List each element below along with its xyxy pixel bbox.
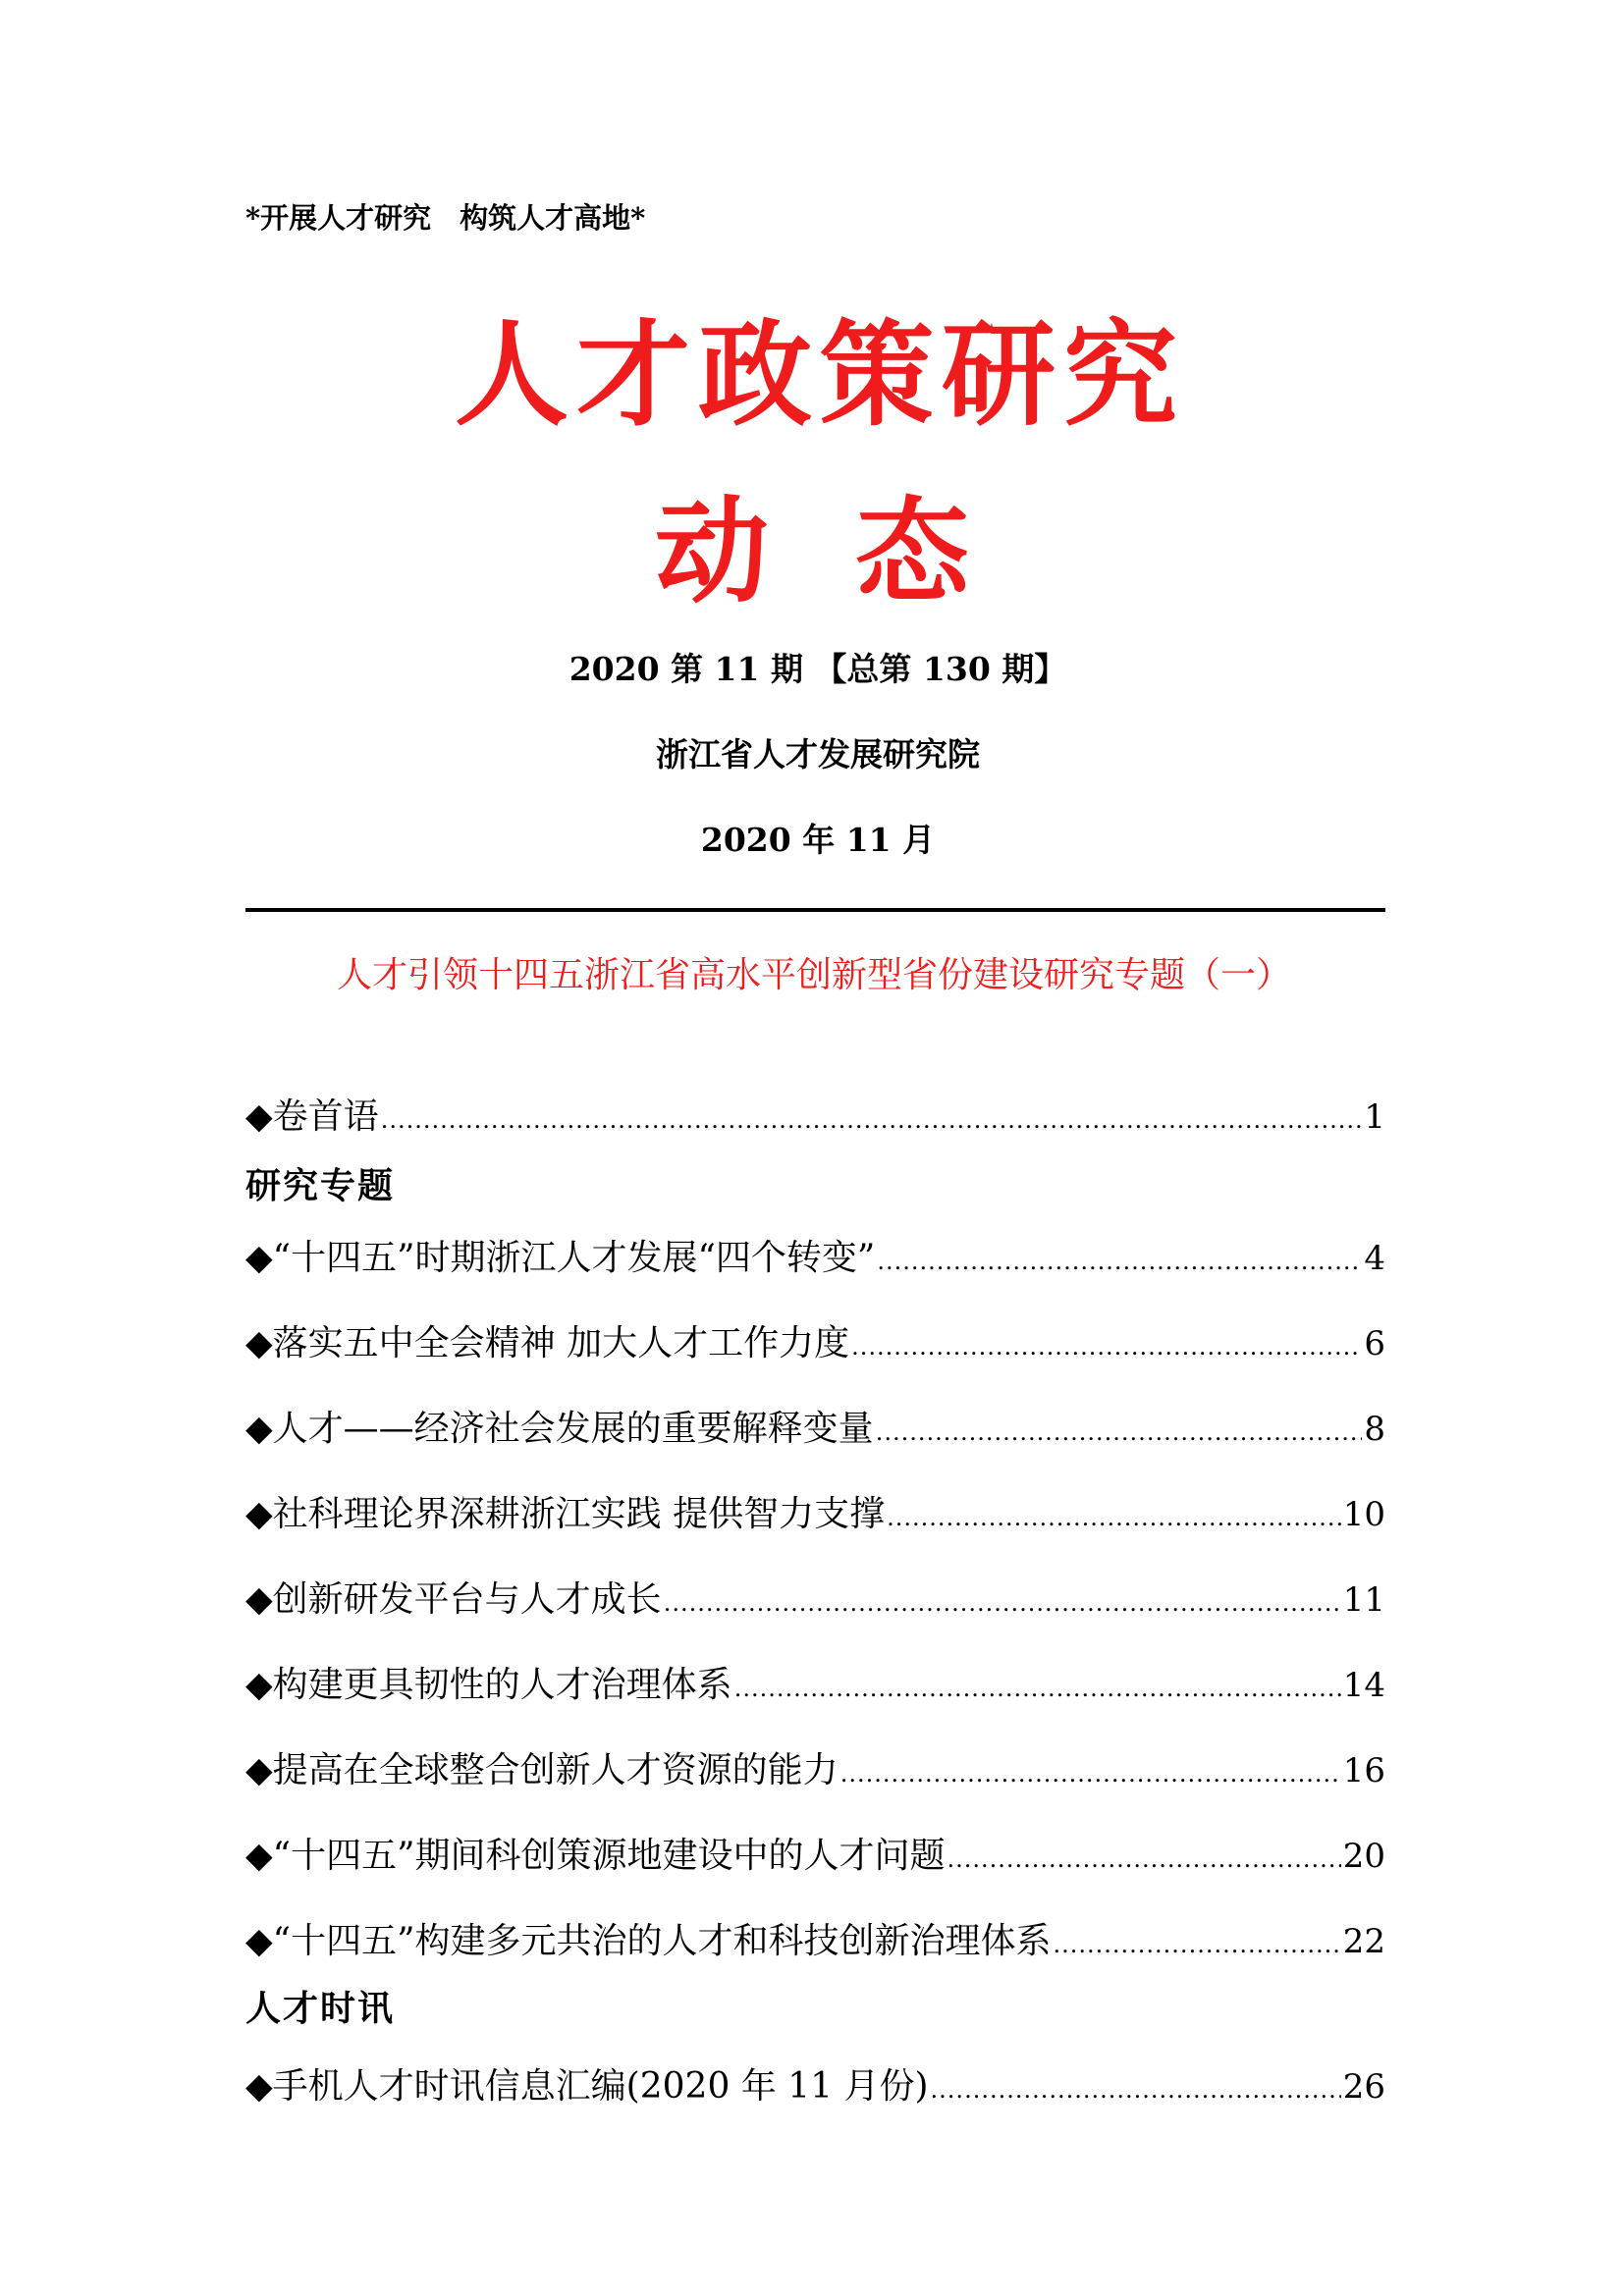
- toc-leader: [877, 1238, 1362, 1285]
- toc-leader: [734, 1665, 1341, 1712]
- toc-leader: [1054, 1921, 1341, 1968]
- toc-item[interactable]: [245, 1320, 1385, 1367]
- toc-item-page: 22: [1342, 1922, 1385, 1961]
- institute-name: 浙江省人才发展研究院: [656, 735, 980, 774]
- toc-item[interactable]: [245, 1918, 1385, 1965]
- toc-item-page: 11: [1342, 1580, 1385, 1620]
- toc-item-title: ◆“十四五”时期浙江人才发展“四个转变”: [245, 1238, 876, 1278]
- toc-item-page: 14: [1342, 1666, 1385, 1705]
- section-heading-research: 研究专题: [245, 1165, 396, 1206]
- toc-item[interactable]: [245, 1662, 1385, 1709]
- toc-item-page: 4: [1364, 1239, 1385, 1278]
- toc-item-title: ◆构建更具韧性的人才治理体系: [245, 1665, 732, 1705]
- toc-item[interactable]: [245, 1235, 1385, 1282]
- toc-item-page: 26: [1342, 2067, 1385, 2107]
- toc-item-page: 20: [1342, 1837, 1385, 1876]
- toc-item-page: 6: [1364, 1324, 1385, 1363]
- toc-item-preface[interactable]: [245, 1094, 1385, 1141]
- toc-leader: [840, 1750, 1341, 1797]
- toc-item-page: 10: [1342, 1495, 1385, 1534]
- toc-item-title: ◆卷首语: [245, 1096, 379, 1137]
- toc-item-title: ◆提高在全球整合创新人才资源的能力: [245, 1750, 839, 1790]
- toc-leader: [851, 1323, 1362, 1370]
- toc-leader: [664, 1579, 1341, 1627]
- toc-leader: [876, 1409, 1363, 1456]
- page-title-line-1: 人才政策研究: [455, 308, 1185, 442]
- toc-item-title: ◆社科理论界深耕浙江实践 提供智力支撑: [245, 1494, 886, 1534]
- toc-item-page: 16: [1342, 1751, 1385, 1790]
- toc-leader: [887, 1494, 1341, 1541]
- toc-item[interactable]: [245, 2063, 1385, 2110]
- issue-number: 2020 第 11 期 【总第 130 期】: [568, 650, 1067, 688]
- toc-item-title: ◆手机人才时讯信息汇编(2020 年 11 月份): [245, 2066, 929, 2107]
- publish-date: 2020 年 11 月: [700, 821, 936, 859]
- toc-item-title: ◆“十四五”期间科创策源地建设中的人才问题: [245, 1836, 946, 1876]
- toc-item[interactable]: [245, 1406, 1385, 1453]
- toc-item[interactable]: [245, 1576, 1385, 1624]
- page-title-line-2: 动态: [655, 485, 1056, 618]
- toc-item-title: ◆人才——经济社会发展的重要解释变量: [245, 1409, 874, 1449]
- toc-item[interactable]: [245, 1491, 1385, 1538]
- toc-item-page: 1: [1364, 1097, 1385, 1137]
- toc-item[interactable]: [245, 1747, 1385, 1794]
- topic-title: 人才引领十四五浙江省高水平创新型省份建设研究专题（一）: [336, 955, 1291, 995]
- toc-item-page: 8: [1364, 1410, 1385, 1449]
- toc-item-title: ◆创新研发平台与人才成长: [245, 1579, 662, 1620]
- toc-leader: [381, 1096, 1363, 1144]
- toc-item[interactable]: [245, 1833, 1385, 1880]
- section-heading-news: 人才时讯: [245, 1988, 396, 2029]
- toc-item-title: ◆落实五中全会精神 加大人才工作力度: [245, 1323, 850, 1363]
- divider: [245, 908, 1385, 912]
- toc-leader: [931, 2066, 1341, 2113]
- toc-leader: [947, 1836, 1341, 1883]
- slogan: *开展人才研究 构筑人才高地*: [245, 201, 646, 235]
- toc-item-title: ◆“十四五”构建多元共治的人才和科技创新治理体系: [245, 1921, 1052, 1961]
